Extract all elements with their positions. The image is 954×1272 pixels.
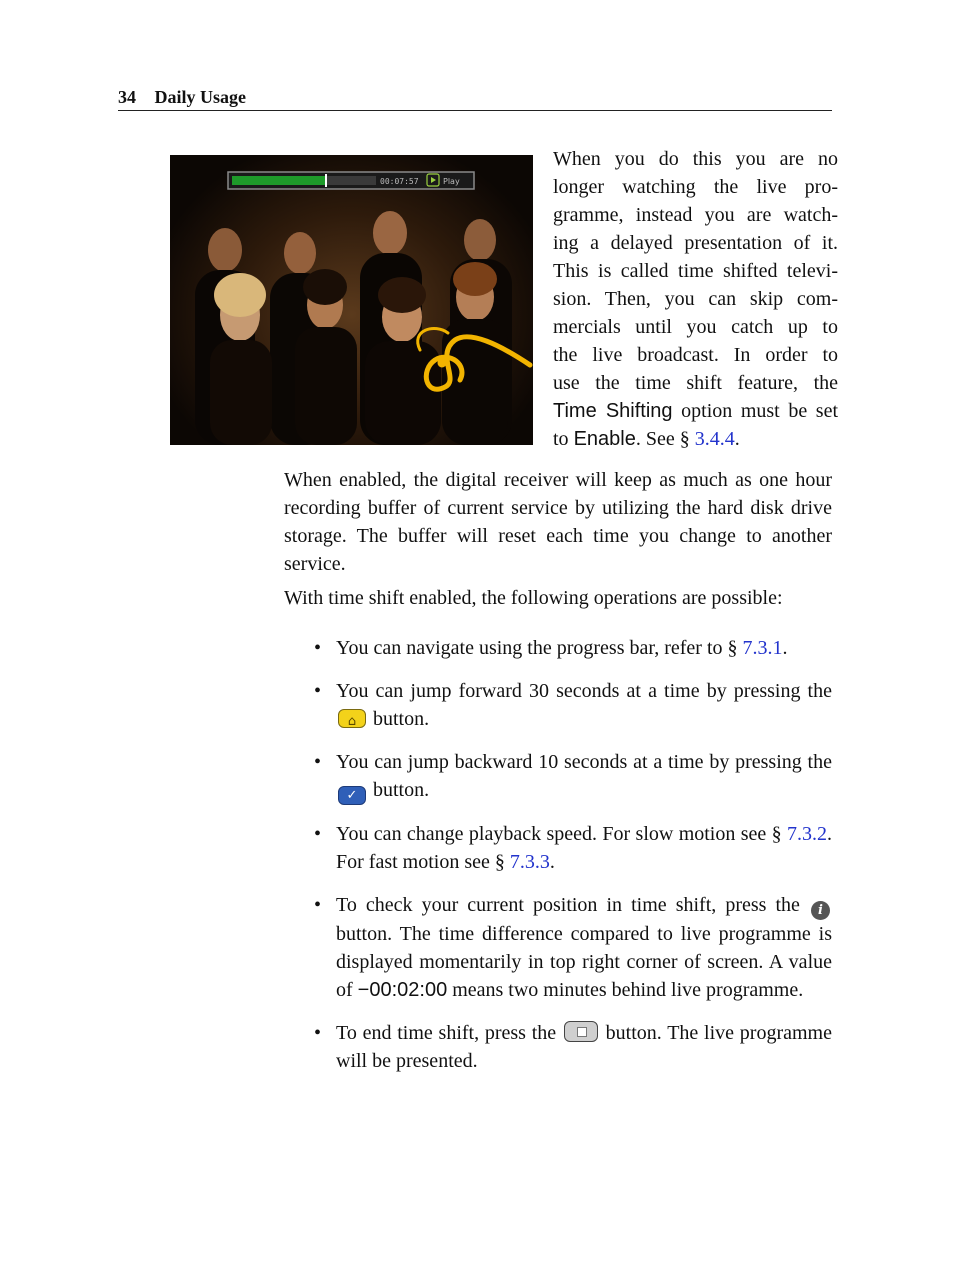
play-label: Play: [443, 177, 460, 186]
paragraph-buffer: When enabled, the digital receiver will keep as much as one hour recording buffer of current service by utilizing the hard disk drive storage. The buffer will reset each time you change to another service.: [284, 469, 832, 575]
page-number: 34: [118, 87, 136, 107]
page-header: [118, 86, 832, 111]
blue-check-button-icon: ✓: [338, 786, 366, 805]
side-line: the live broadcast. In order to: [553, 344, 838, 366]
to-prefix: to: [553, 428, 574, 450]
section-link-7-3-2[interactable]: 7.3.2: [787, 823, 827, 845]
info-button-icon: i: [811, 901, 830, 920]
list-item: • You can navigate using the progress bar, refer to § 7.3.1.: [314, 634, 832, 662]
bullet-icon: •: [314, 680, 322, 702]
enable-value: Enable: [573, 428, 636, 450]
choir-people: [195, 211, 512, 445]
operations-list: [314, 634, 832, 1090]
list-item: • You can jump forward 30 seconds at a time by pressing the ⌂ button.: [314, 677, 832, 733]
side-line: mercials until you catch up to: [553, 316, 838, 338]
option-name: Time Shifting: [553, 400, 673, 422]
time-offset-value: −00:02:00: [357, 979, 448, 1001]
side-line: ing a delayed presentation of it.: [553, 232, 838, 254]
side-line: use the time shift feature, the: [553, 372, 838, 394]
side-line-option: [553, 397, 838, 425]
list-item: • To check your current position in time shift, press the i button. The time difference compared to live programme is displayed momentarily in top right corner of screen. A value of −00:02:00 means two minutes behind live programme.: [314, 891, 832, 1004]
tv-screenshot-figure: [170, 155, 533, 445]
stop-button-icon: [564, 1021, 598, 1042]
bullet-icon: •: [314, 1022, 322, 1044]
list-item: • To end time shift, press the button. The live programme will be presented.: [314, 1019, 832, 1075]
side-line: When you do this you are no: [553, 148, 838, 170]
list-item: • You can jump backward 10 seconds at a time by pressing the ✓ button.: [314, 748, 832, 805]
bullet-icon: •: [314, 751, 322, 773]
side-paragraph: [553, 145, 838, 453]
side-line: sion. Then, you can skip com-: [553, 288, 838, 310]
see-prefix: . See §: [635, 428, 695, 450]
time-readout: 00:07:57: [380, 177, 419, 186]
section-link-7-3-3[interactable]: 7.3.3: [509, 851, 550, 873]
choir-scene: [170, 155, 533, 445]
side-line: This is called time shifted televi-: [553, 260, 838, 282]
yellow-button-icon: [338, 709, 366, 728]
option-suffix: option must be set: [672, 400, 839, 422]
side-line: gramme, instead you are watch-: [553, 204, 838, 226]
list-item: • You can change playback speed. For slow motion see § 7.3.2. For fast motion see § 7.3.3.: [314, 820, 832, 876]
section-title: Daily Usage: [154, 87, 246, 107]
section-link-3-4-4[interactable]: 3.4.4: [694, 428, 735, 450]
bullet-icon: •: [314, 823, 322, 845]
bullet-icon: •: [314, 637, 322, 659]
bullet-icon: •: [314, 894, 322, 916]
side-line: longer watching the live pro-: [553, 176, 838, 198]
section-link-7-3-1[interactable]: 7.3.1: [742, 637, 783, 659]
side-line-enable: to Enable. See § 3.4.4.: [553, 428, 740, 450]
paragraph-operations: With time shift enabled, the following operations are possible:: [284, 587, 783, 609]
progress-bar: [228, 172, 474, 189]
